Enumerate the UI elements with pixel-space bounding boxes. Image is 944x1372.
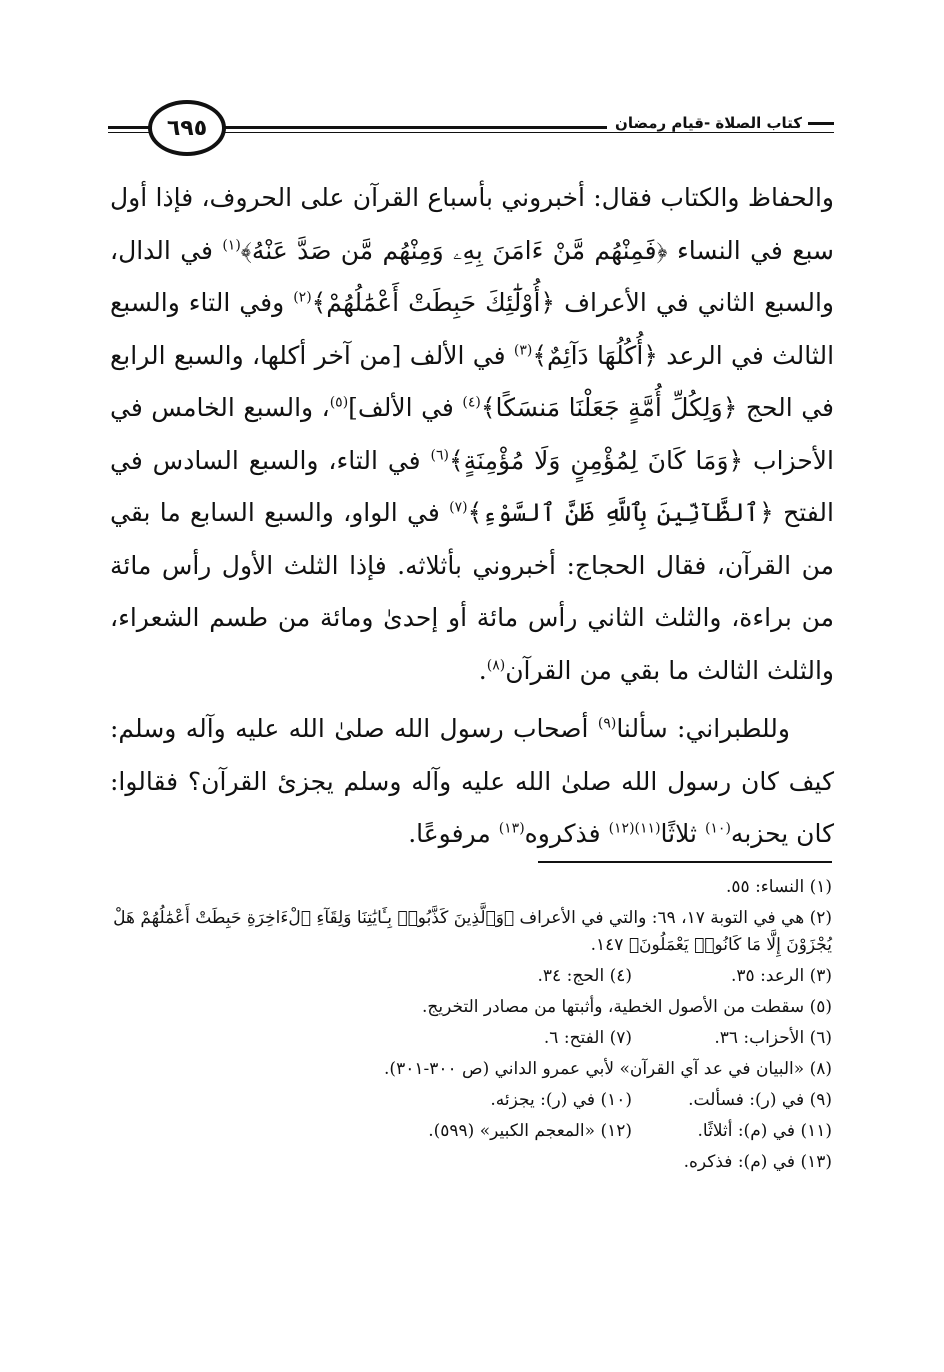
text-run: وللطبراني: سألنا (616, 714, 790, 743)
text-run: أصحاب رسول الله صلىٰ الله عليه وآله وسلم: كيف كان رسول الله صلىٰ الله عليه وآله وسلم يجزئ القرآن؟ فقالوا: كان يحزبه (110, 714, 834, 848)
page-number: ٦٩٥ (148, 100, 226, 156)
footnote-row (110, 963, 832, 990)
text-run: في الألف] (348, 393, 463, 422)
footnote-ref[interactable]: (٩) (597, 715, 617, 732)
text-run: مرفوعًا. (408, 819, 499, 848)
text-run: في الألف [من آخر أكلها، والسبع الرابع في الحج (110, 340, 834, 422)
footnote-ref[interactable]: (٨) (486, 657, 506, 674)
footnote-10: (١٠) في (ر): يجزئه. (490, 1090, 632, 1110)
quran-quote: ﴿وَمَا كَانَ لِمُؤْمِنٍ وَلَا مُؤْمِنَةٍ﴾ (448, 445, 744, 475)
footnote-ref[interactable]: (١٢) (608, 820, 635, 837)
footnote-text: (٢) هي في التوبة ١٧، ٦٩: والتي في الأعراف (514, 908, 832, 928)
footnote-3: (٣) الرعد: ٣٥. (731, 966, 832, 986)
footnote-ref[interactable]: (١٠) (704, 820, 731, 837)
footnote-1: (١) النساء: ٥٥. (726, 877, 832, 897)
footnote-ref[interactable]: (٦) (430, 447, 449, 464)
footnote-ref[interactable]: (١١) (634, 820, 661, 837)
text-run: فذكروه (524, 819, 609, 848)
header-rule-thin (218, 132, 834, 133)
footnote-text: ١٤٧. (590, 935, 629, 955)
footnote-row (110, 1118, 832, 1145)
footnote-ref[interactable]: (١) (222, 237, 241, 254)
footnote-6: (٦) الأحزاب: ٣٦. (714, 1028, 832, 1048)
footnote-ref[interactable]: (٧) (449, 499, 468, 516)
running-title-text: كتاب الصلاة -قيام رمضان (615, 114, 802, 132)
footnote-5: (٥) سقطت من الأصول الخطية، وأثبتها من مصادر التخريج. (421, 997, 832, 1017)
footnote-row (110, 1025, 832, 1052)
footnote-4: (٤) الحج: ٣٤. (537, 966, 632, 986)
quran-quote: ﴿فَمِنْهُم مَّنْ ءَامَنَ بِهِۦ وَمِنْهُم مَّن صَدَّ عَنْهُ﴾ (240, 235, 668, 265)
title-mark (808, 122, 834, 125)
footnote-12: (١٢) «المعجم الكبير» (٥٩٩). (428, 1121, 632, 1141)
text-run: . (478, 655, 487, 685)
footnote-ref[interactable]: (٤) (462, 394, 481, 411)
footnote-ref[interactable]: (١٣) (498, 820, 525, 837)
quran-quote: ﴿وَلِكُلِّ أُمَّةٍ جَعَلْنَا مَنسَكًا﴾ (480, 393, 738, 422)
footnote-11: (١١) في (م): أثلاثًا. (697, 1121, 832, 1141)
footnote-9: (٩) في (ر): فسألت. (688, 1090, 832, 1110)
quran-quote: ﴿وَٱلَّذِينَ كَذَّبُوا۟ بِـَٔايَٰتِنَا وَلِقَآءِ ٱلْءَاخِرَةِ حَبِطَتْ أَعْمَٰلُهُمْ هَلْ يُجْزَوْنَ إِلَّا مَا كَانُوا۟ يَعْمَلُونَ﴾ (113, 908, 832, 955)
footnotes (110, 874, 832, 1180)
paragraph-2 (110, 703, 834, 861)
page-header (108, 100, 834, 160)
footnote-13: (١٣) في (م): فذكره. (683, 1152, 832, 1172)
header-rule-left (108, 126, 150, 129)
footnote-ref[interactable]: (٢) (293, 289, 312, 306)
header-rule-left-thin (108, 132, 150, 133)
text-run: والحفاظ والكتاب فقال: أخبروني بأسباع القرآن على الحروف، فإذا أول سبع في النساء (110, 183, 834, 265)
footnote-8: (٨) «البيان في عد آي القرآن» لأبي عمرو الداني (ص ٣٠٠-٣٠١). (384, 1059, 832, 1079)
main-text (110, 172, 834, 861)
footnote-row (110, 1087, 832, 1114)
footnote-separator (538, 861, 832, 863)
footnote-ref[interactable]: (٣) (513, 342, 533, 359)
text-run: ، والسبع الخامس في الأحزاب (110, 393, 834, 475)
text-run: في الدال، والسبع الثاني في الأعراف (110, 235, 834, 317)
quran-quote: ﴿أُكُلُهَا دَآئِمٌ﴾ (532, 340, 658, 370)
text-run: ثلاثًا (660, 819, 705, 848)
running-title (607, 114, 834, 132)
paragraph-1 (110, 172, 834, 697)
text-run: وفي التاء والسبع الثالث في الرعد (110, 288, 835, 370)
quran-quote: ﴿ٱلظَّآنِّينَ بِٱللَّهِ ظَنَّ ٱلسَّوْءِ﴾ (467, 498, 774, 527)
footnote-7: (٧) الفتح: ٦. (543, 1028, 632, 1048)
footnote-2 (110, 905, 832, 959)
footnote-ref[interactable]: (٥) (329, 394, 349, 411)
text-run: في الواو، والسبع السابع ما بقي من القرآن، فقال الحجاج: أخبروني بأثلاثه. فإذا الثلث الأول رأس مائة من براءة، والثلث الثاني رأس مائة أو إحدىٰ ومائة من طسم الشعراء، والثلث الثالث ما بقي من القرآن (110, 498, 834, 685)
quran-quote: ﴿أُوْلَٰٓئِكَ حَبِطَتْ أَعْمَٰلُهُمْ﴾ (311, 288, 556, 317)
text-run: في التاء، والسبع السادس في الفتح (110, 445, 834, 527)
